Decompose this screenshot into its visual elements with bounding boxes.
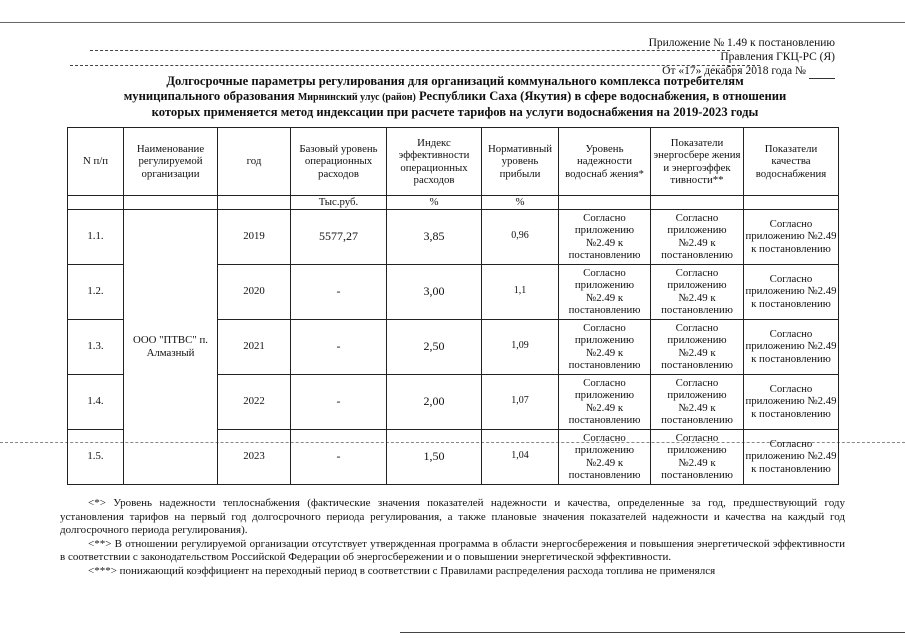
row-index: 1,50 [387, 429, 482, 484]
title-line-2: муниципального образования Мирнинский улус (район) Республики Саха (Якутия) в сфере водоснабжения, в отношении [123, 88, 787, 103]
row-reliability: Согласно приложению №2.49 к постановлению [559, 264, 651, 319]
row-year: 2019 [218, 209, 291, 264]
parameters-table [67, 127, 839, 485]
row-num: 1.2. [68, 264, 124, 319]
row-quality: Согласно приложению №2.49 к постановлению [744, 209, 839, 264]
scan-line [90, 50, 730, 51]
table-row [68, 209, 839, 264]
row-reliability: Согласно приложению №2.49 к постановлению [559, 319, 651, 374]
header-line-3: От «17» декабря 2018 года № [649, 64, 835, 79]
row-profit: 0,96 [482, 209, 559, 264]
unit-index: % [387, 196, 482, 210]
unit-base: Тыс.руб. [291, 196, 387, 210]
row-quality: Согласно приложению №2.49 к постановлению [744, 429, 839, 484]
title-line-1: Долгосрочные параметры регулирования для организаций коммунального комплекса потребителям [166, 74, 744, 88]
row-reliability: Согласно приложению №2.49 к постановлению [559, 209, 651, 264]
row-reliability: Согласно приложению №2.49 к постановлению [559, 429, 651, 484]
scan-line [0, 22, 905, 23]
table-units-row [68, 196, 839, 210]
col-header-year: год [218, 128, 291, 196]
row-reliability: Согласно приложению №2.49 к постановлению [559, 374, 651, 429]
district-name: Мирнинский улус (район) [297, 91, 416, 103]
row-energy: Согласно приложению №2.49 к постановлению [651, 429, 744, 484]
footnote-3: <***> понижающий коэффициент на переходный период в соответствии с Правилами распределения расхода топлива не применялся [88, 564, 716, 577]
row-energy: Согласно приложению №2.49 к постановлению [651, 319, 744, 374]
row-index: 2,00 [387, 374, 482, 429]
approval-header [649, 36, 835, 79]
col-header-base: Базовый уровень операционных расходов [291, 128, 387, 196]
row-num: 1.5. [68, 429, 124, 484]
col-header-reliability: Уровень надежности водоснаб жения* [559, 128, 651, 196]
col-header-num: N п/п [68, 128, 124, 196]
row-profit: 1,04 [482, 429, 559, 484]
row-num: 1.1. [68, 209, 124, 264]
row-base: - [291, 264, 387, 319]
col-header-energy: Показатели энергосбере жения и энергоэффек тивности** [651, 128, 744, 196]
row-index: 3,85 [387, 209, 482, 264]
col-header-index: Индекс эффективности операционных расходов [387, 128, 482, 196]
row-energy: Согласно приложению №2.49 к постановлению [651, 374, 744, 429]
title-line-3: которых применяется метод индексации при расчете тарифов на услуги водоснабжения на 2019-2023 годы [151, 105, 759, 119]
row-index: 2,50 [387, 319, 482, 374]
row-num: 1.4. [68, 374, 124, 429]
row-base: - [291, 319, 387, 374]
header-line-2: Правления ГКЦ-РС (Я) [720, 51, 835, 63]
row-base: - [291, 374, 387, 429]
org-name: ООО "ПТВС" п. Алмазный [124, 209, 218, 484]
table-header-row [68, 128, 839, 196]
header-line-1: Приложение № 1.49 к постановлению [648, 37, 835, 49]
row-base: - [291, 429, 387, 484]
row-energy: Согласно приложению №2.49 к постановлению [651, 209, 744, 264]
row-profit: 1,09 [482, 319, 559, 374]
unit-profit: % [482, 196, 559, 210]
col-header-org: Наименование регулируемой организации [124, 128, 218, 196]
row-quality: Согласно приложению №2.49 к постановлению [744, 319, 839, 374]
footnotes [60, 497, 845, 579]
row-energy: Согласно приложению №2.49 к постановлению [651, 264, 744, 319]
footnote-1: <*> Уровень надежности теплоснабжения (фактические значения показателей надежности и качества, определенные за год, предшествующий году установления тарифов на первый год долгосрочного периода регулирования, а также плановые значения показателей надежности и качества на каждый год долгосрочного периода регулирования). [60, 497, 845, 537]
row-quality: Согласно приложению №2.49 к постановлению [744, 374, 839, 429]
row-profit: 1,07 [482, 374, 559, 429]
row-year: 2021 [218, 319, 291, 374]
row-quality: Согласно приложению №2.49 к постановлению [744, 264, 839, 319]
row-year: 2020 [218, 264, 291, 319]
document-title [60, 74, 850, 120]
scan-line [400, 632, 905, 633]
col-header-quality: Показатели качества водоснабжения [744, 128, 839, 196]
row-year: 2022 [218, 374, 291, 429]
col-header-profit: Нормативный уровень прибыли [482, 128, 559, 196]
row-base: 5577,27 [291, 209, 387, 264]
row-num: 1.3. [68, 319, 124, 374]
footnote-2: <**> В отношении регулируемой организации отсутствует утвержденная программа в области энергосбережения и повышения энергетической эффективности в соответствии с законодательством Российской Федерации об энергосбережении и о повышении энергетической эффективности. [60, 537, 845, 564]
row-index: 3,00 [387, 264, 482, 319]
row-profit: 1,1 [482, 264, 559, 319]
row-year: 2023 [218, 429, 291, 484]
